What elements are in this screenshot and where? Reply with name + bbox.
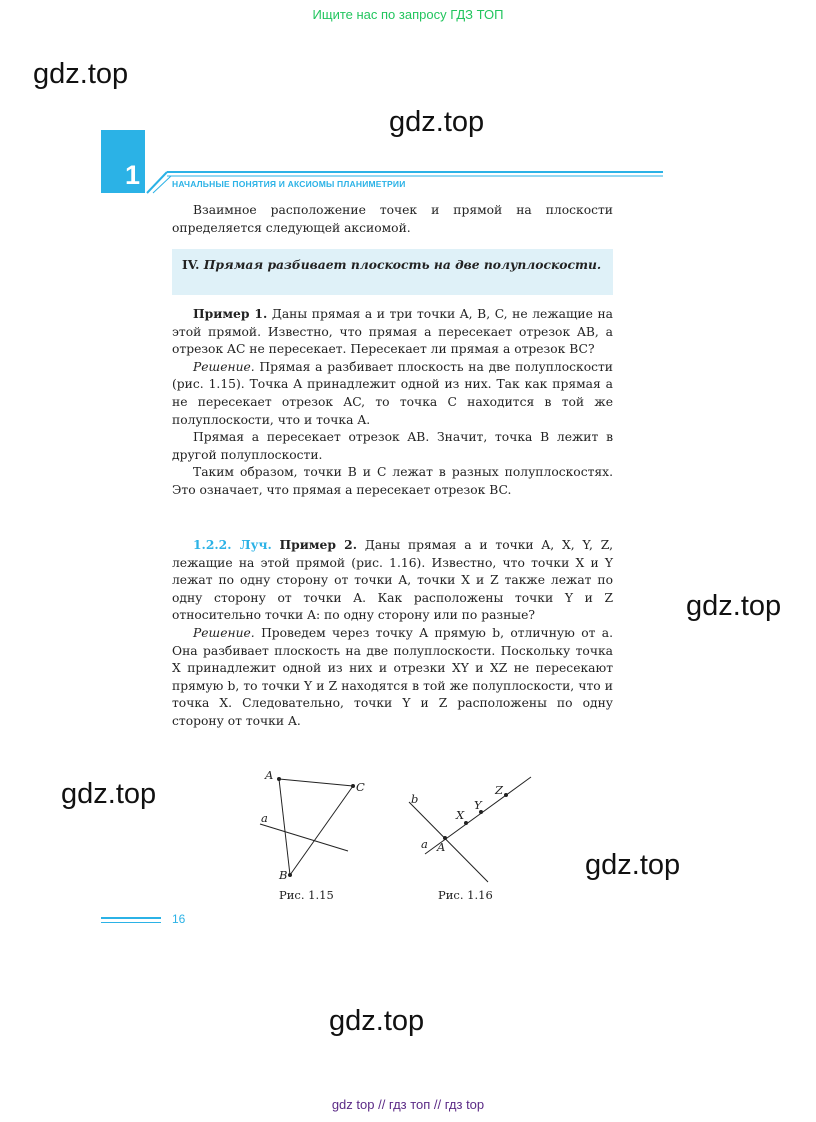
example-2-solution-text: Проведем через точку A прямую b, отличную от a. Она разбивает плоскость на две полуплоскости. Поскольку точка X принадлежит одной из них и отрезки XY и XZ не пересекают прямую b, то точки Y и Z находятся в той же полуплоскости, что и точка X. Следовательно, точки Y и Z расположены по одну сторону от точки A. <box>172 625 613 728</box>
intro-text: Взаимное расположение точек и прямой на плоскости определяется следующей аксиомой. <box>172 203 613 235</box>
figure-1-15-caption: Рис. 1.15 <box>279 888 334 902</box>
axiom-statement: Прямая разбивает плоскость на две полуплоскости. <box>203 257 602 272</box>
fig2-label-Y: Y <box>474 798 482 812</box>
axiom-box <box>172 249 613 295</box>
fig1-label-C: C <box>356 780 365 794</box>
example-2-solution-label: Решение. <box>193 625 255 640</box>
footer-links[interactable]: gdz top // гдз топ // гдз top <box>331 1097 485 1112</box>
watermark: gdz.top <box>585 849 681 881</box>
watermark: gdz.top <box>329 1005 425 1037</box>
chapter-number: 1 <box>124 160 140 190</box>
figure-1-16-caption: Рис. 1.16 <box>438 888 493 902</box>
example-1-text: Даны прямая a и три точки A, B, C, не лежащие на этой прямой. Известно, что прямая a пересекает отрезок AB, а отрезок AC не пересекает. Пересекает ли прямая a отрезок BC? <box>172 307 613 357</box>
fig1-label-A: A <box>265 768 274 782</box>
watermark: gdz.top <box>61 778 157 810</box>
axiom-number: IV. <box>182 257 200 272</box>
fig1-label-B: B <box>279 868 288 882</box>
example-2-text: Даны прямая a и точки A, X, Y, Z, лежащие на этой прямой (рис. 1.16). Известно, что точки X и Y лежат по одну сторону от точки A, точки X и Z также лежат по одну сторону от точки A. Как расположены точки Y и Z относительно точки A: по одну сторону или по разные? <box>172 538 613 623</box>
example-2-statement <box>172 536 613 625</box>
example-1-solution-label: Решение. <box>193 359 255 374</box>
example-1-label: Пример 1. <box>193 306 268 321</box>
page-rule-top <box>101 917 161 919</box>
fig1-label-a: a <box>261 811 268 825</box>
section-ray <box>172 536 613 731</box>
example-1-statement <box>172 305 613 359</box>
chapter-number-box <box>101 130 145 193</box>
fig2-label-Z: Z <box>495 783 503 797</box>
example-1-solution-p1: Прямая a разбивает плоскость на две полуплоскости (рис. 1.15). Точка A принадлежит одной из них. Так как прямая a не пересекает отрезок AC, то точка C находится в той же полуплоскости, что и точка A. <box>172 359 613 427</box>
intro-paragraph <box>172 202 613 237</box>
chapter-title: НАЧАЛЬНЫЕ ПОНЯТИЯ И АКСИОМЫ ПЛАНИМЕТРИИ <box>172 179 406 189</box>
figure-1-15 <box>250 765 370 885</box>
fig2-label-A: A <box>437 840 446 854</box>
fig2-label-b: b <box>411 792 419 806</box>
example-2-label: Пример 2. <box>279 537 358 552</box>
watermark: gdz.top <box>33 58 129 90</box>
section-number: 1.2.2. Луч. <box>193 537 272 552</box>
axiom-text <box>182 256 603 274</box>
watermark: gdz.top <box>389 106 485 138</box>
page-rule-bottom <box>101 922 161 923</box>
figure-1-16 <box>405 770 540 885</box>
example-1-solution-p3: Таким образом, точки B и C лежат в разных полуплоскостях. Это означает, что прямая a пересекает отрезок BC. <box>172 465 613 497</box>
top-banner[interactable]: Ищите нас по запросу ГДЗ ТОП <box>312 7 504 22</box>
example-2-solution <box>172 625 613 731</box>
watermark: gdz.top <box>686 590 782 622</box>
example-1-solution <box>172 359 613 429</box>
example-1 <box>172 305 613 500</box>
fig2-label-a: a <box>421 837 428 851</box>
page-number: 16 <box>172 912 186 926</box>
fig2-label-X: X <box>456 808 465 822</box>
example-1-solution-p2: Прямая a пересекает отрезок AB. Значит, точка B лежит в другой полуплоскости. <box>172 430 613 462</box>
